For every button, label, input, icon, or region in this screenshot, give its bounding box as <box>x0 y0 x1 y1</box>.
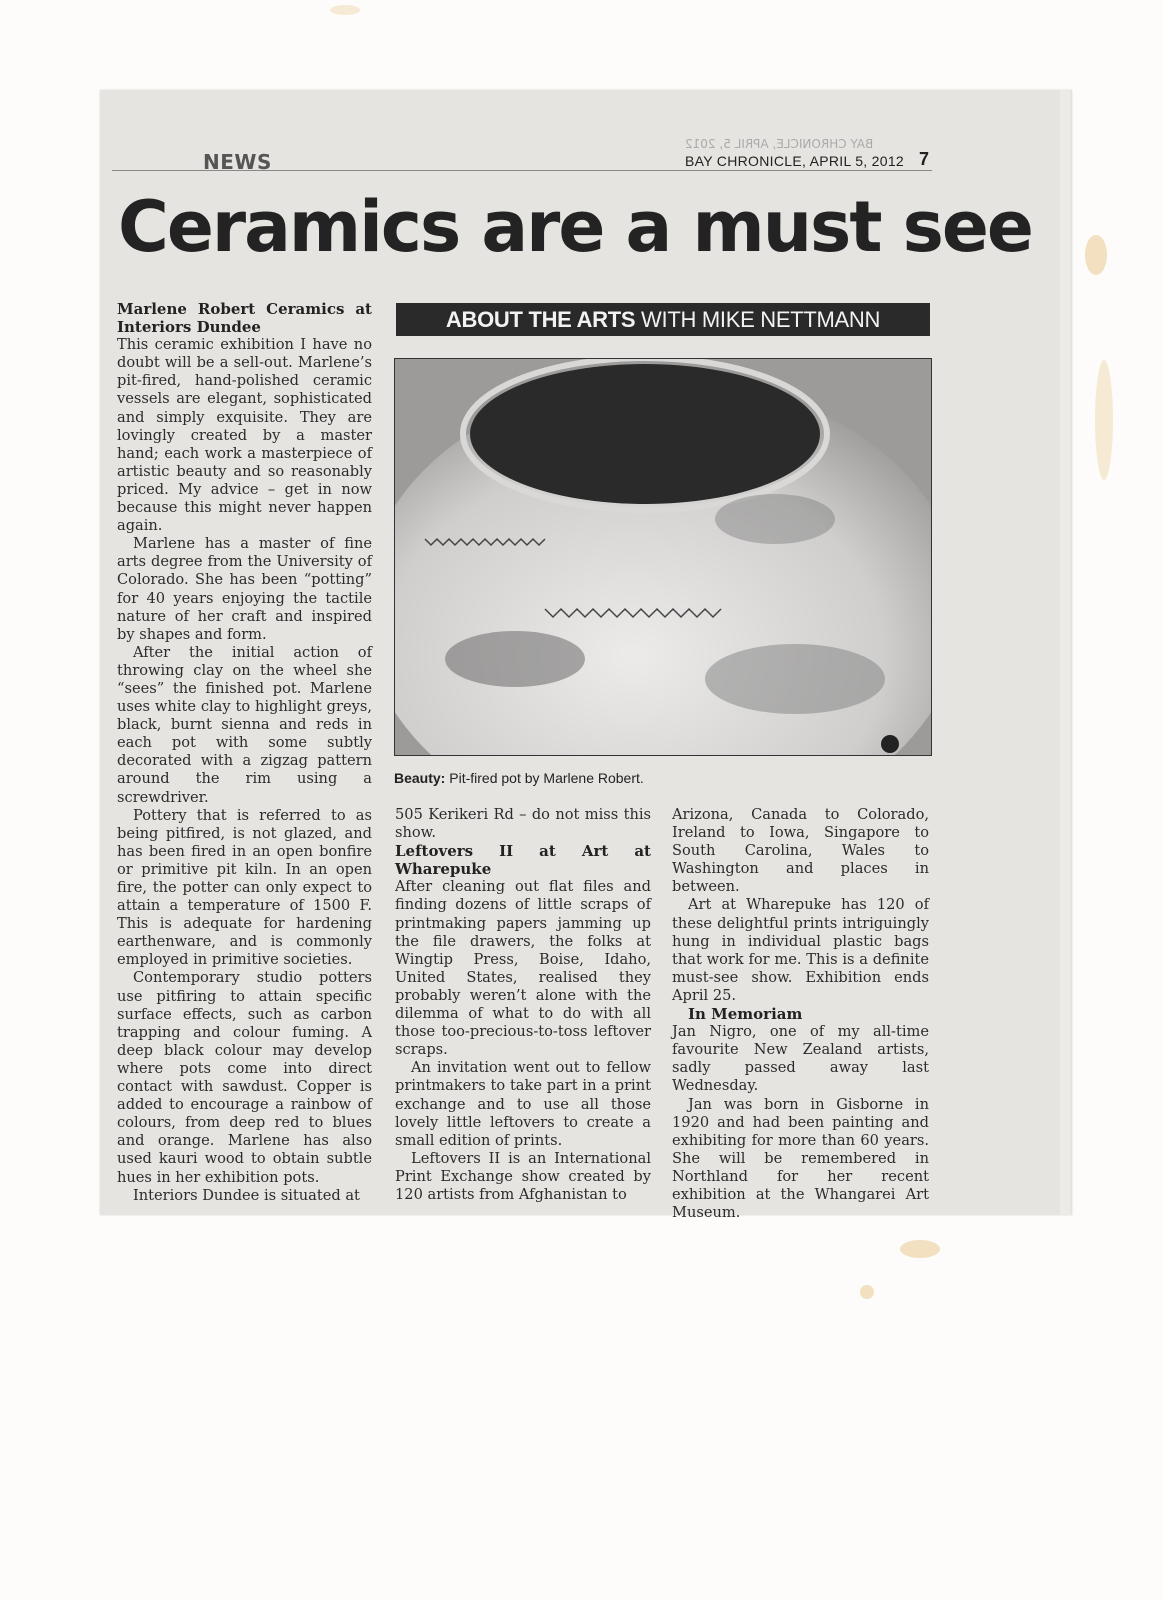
clipping-edge <box>1060 90 1070 1215</box>
column-banner-title: ABOUT THE ARTS <box>445 307 636 332</box>
paragraph: 505 Kerikeri Rd – do not miss this show. <box>395 806 651 842</box>
headline: Ceramics are a must see <box>118 186 1032 268</box>
article-column-1 <box>117 300 372 1205</box>
section-label: NEWS <box>203 150 272 174</box>
paper-stain <box>1095 360 1113 480</box>
paragraph: Jan Nigro, one of my all-time favourite New Zealand artists, sadly passed away last Wednesday. <box>672 1023 929 1095</box>
column-banner-author: WITH MIKE NETTMANN <box>641 307 881 332</box>
paragraph: Pottery that is referred to as being pitfired, is not glazed, and has been fired in an open bonfire or primitive pit kiln. In an open fire, the potter can only expect to attain a temperature of 1500 F. This is adequate for hardening earthenware, and is commonly employed in primitive societies. <box>117 806 372 969</box>
subheading: Leftovers II at Art at Wharepuke <box>395 842 651 879</box>
photo-caption <box>394 770 644 786</box>
caption-label: Beauty: <box>394 770 446 786</box>
show-through-text: BAY CHRONICLE, APRIL 5, 2012 <box>685 137 874 151</box>
subheading: In Memoriam <box>688 1005 803 1024</box>
paragraph: An invitation went out to fellow printmakers to take part in a print exchange and to use all those lovely little leftovers to create a small edition of prints. <box>395 1059 651 1149</box>
paragraph: This ceramic exhibition I have no doubt will be a sell-out. Marlene’s pit-fired, hand-polished ceramic vessels are elegant, sophisticated and simply exquisite. They are lovingly created by a master hand; each work a masterpiece of artistic beauty and so reasonably priced. My advice – get in now because this might never happen again. <box>117 336 372 535</box>
caption-text: Pit-fired pot by Marlene Robert. <box>449 770 644 786</box>
paragraph: Marlene has a master of fine arts degree from the University of Colorado. She has been “potting” for 40 years enjoying the tactile nature of her craft and inspired by shapes and form. <box>117 535 372 643</box>
pit-fired-pot-image <box>395 359 931 755</box>
subheading: Marlene Robert Ceramics at Interiors Dundee <box>117 300 372 337</box>
paragraph: Contemporary studio potters use pitfiring to attain specific surface effects, such as carbon trapping and colour fuming. A deep black colour may develop where pots come into direct contact with sawdust. Copper is added to encourage a rainbow of colours, from deep red to blues and orange. Marlene has also used kauri wood to obtain subtle hues in her exhibition pots. <box>117 969 372 1186</box>
paper-stain <box>1085 235 1107 275</box>
paragraph: Leftovers II is an International Print Exchange show created by 120 artists from Afghanistan to <box>395 1149 651 1203</box>
article-column-2 <box>395 806 651 1204</box>
paragraph: Arizona, Canada to Colorado, Ireland to Iowa, Singapore to South Carolina, Wales to Washington and places in between. <box>672 806 929 896</box>
paragraph: Interiors Dundee is situated at <box>133 1186 360 1204</box>
page-number: 7 <box>919 149 930 169</box>
pot-photo <box>394 358 932 756</box>
paper-stain <box>330 5 360 15</box>
column-banner <box>396 303 930 336</box>
paragraph: After the initial action of throwing clay on the wheel she “sees” the finished pot. Marlene uses white clay to highlight greys, black, burnt sienna and reds in each pot with some subtly decorated with a zigzag pattern around the rim using a screwdriver. <box>117 643 372 806</box>
paragraph: Jan was born in Gisborne in 1920 and had been painting and exhibiting for more than 60 years. She will be remembered in Northland for her recent exhibition at the Whangarei Art Museum. <box>672 1095 929 1222</box>
paper-stain <box>860 1285 874 1299</box>
article-column-3 <box>672 806 929 1222</box>
paper-stain <box>900 1240 940 1258</box>
paragraph: Art at Wharepuke has 120 of these delightful prints intriguingly hung in individual plastic bags that work for me. This is a definite must-see show. Exhibition ends April 25. <box>672 896 929 1004</box>
paragraph: After cleaning out flat files and finding dozens of little scraps of printmaking papers jamming up the file drawers, the folks at Wingtip Press, Boise, Idaho, United States, realised they probably weren’t alone with the dilemma of what to do with all those too-precious-to-toss leftover scraps. <box>395 878 651 1059</box>
publication-line: BAY CHRONICLE, APRIL 5, 2012 <box>685 153 905 169</box>
